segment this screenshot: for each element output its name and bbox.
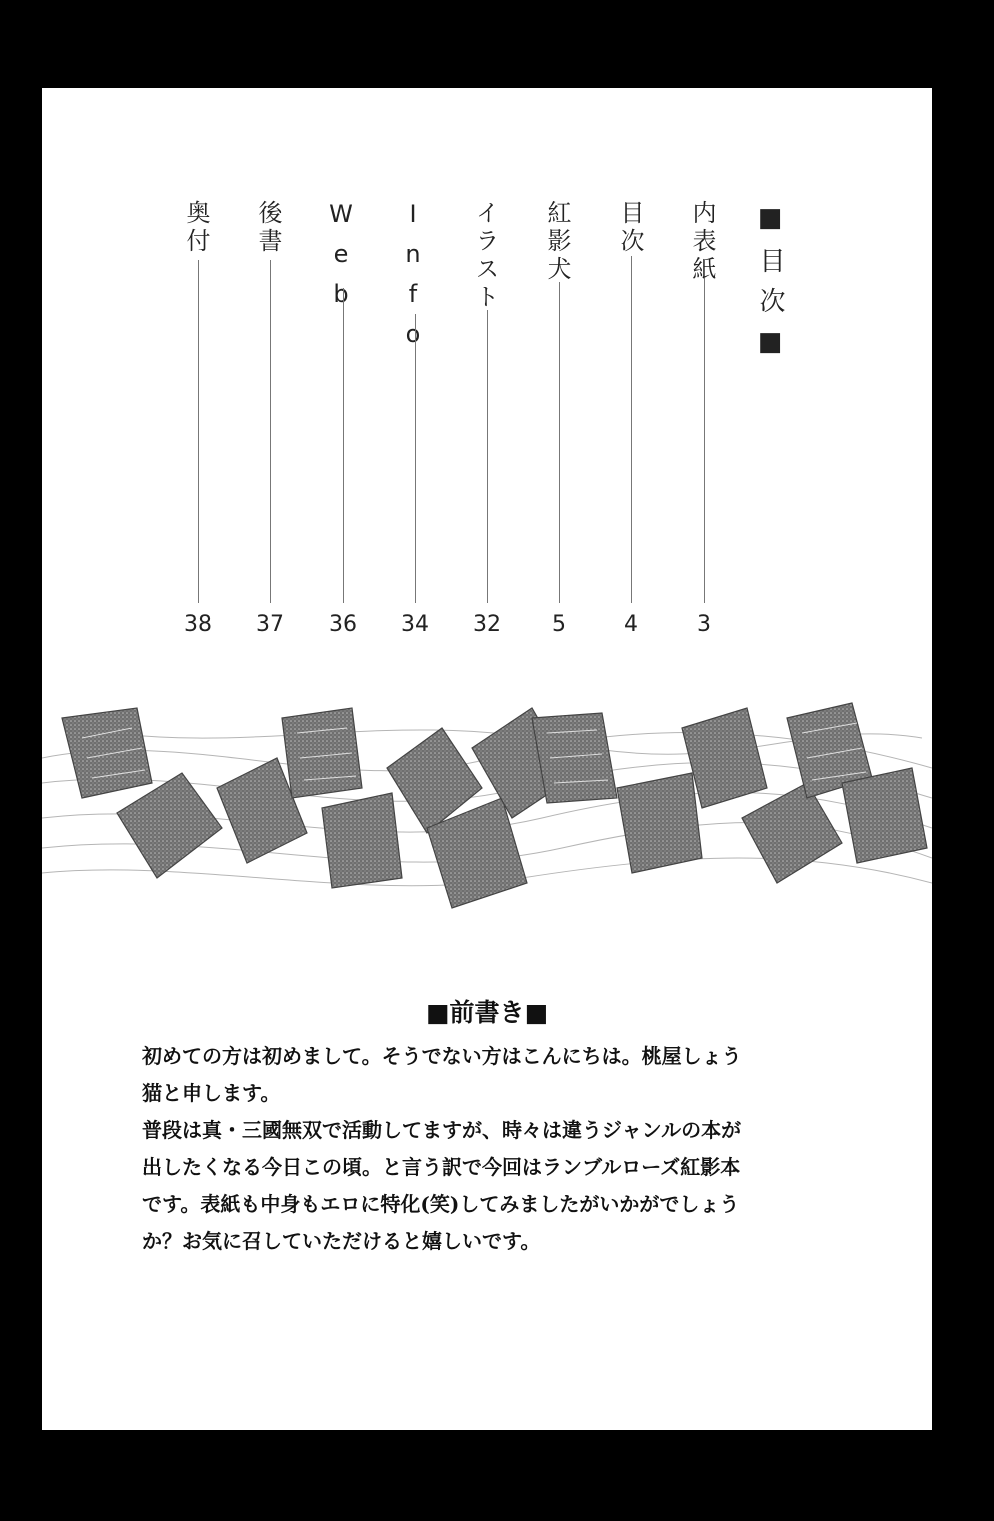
toc-leader-line [487,310,488,603]
preface-line: 初めての方は初めまして。そうでない方はこんにちは。桃屋しょう [142,1044,742,1068]
preface-line: 普段は真・三國無双で活動してますが、時々は違うジャンルの本が [142,1118,742,1142]
toc-entry-label: Web [327,200,355,320]
page [42,88,932,1430]
toc-page-number: 32 [473,612,501,637]
toc-page-number: 36 [329,612,357,637]
toc-entry-label: 内表紙 [688,200,716,284]
preface-line: 猫と申します。 [142,1081,281,1105]
toc-leader-line [198,260,199,603]
toc-leader-line [631,256,632,603]
preface-line: 出したくなる今日この頃。と言う訳で今回はランブルローズ紅影本 [142,1155,741,1179]
toc-page-number: 37 [256,612,284,637]
toc-entry-label: 紅影犬 [543,200,571,284]
toc-entry-label: 奥付 [182,200,210,256]
toc-page-number: 3 [697,612,711,637]
decorative-fan-band [42,688,932,928]
toc-leader-line [704,278,705,603]
toc-entry-label: イラスト [471,200,499,312]
toc-entry-label: Info [399,200,427,360]
toc-page-number: 5 [552,612,566,637]
toc-leader-line [343,288,344,603]
preface-line: です。表紙も中身もエロに特化(笑)してみましたがいかがでしょう [142,1192,740,1216]
preface-body [142,1038,842,1260]
toc-page-number: 4 [624,612,638,637]
toc-heading: ■目次■ [755,203,785,371]
preface-title: ■前書き■ [425,998,549,1027]
preface-line: か？お気に召していただけると嬉しいです。 [142,1229,541,1253]
toc-page-number: 38 [184,612,212,637]
toc-leader-line [559,282,560,603]
toc-entry-label: 目次 [616,200,644,256]
toc-entry-label: 後書 [254,200,282,256]
toc-leader-line [270,260,271,603]
toc-leader-line [415,314,416,603]
toc-page-number: 34 [401,612,429,637]
